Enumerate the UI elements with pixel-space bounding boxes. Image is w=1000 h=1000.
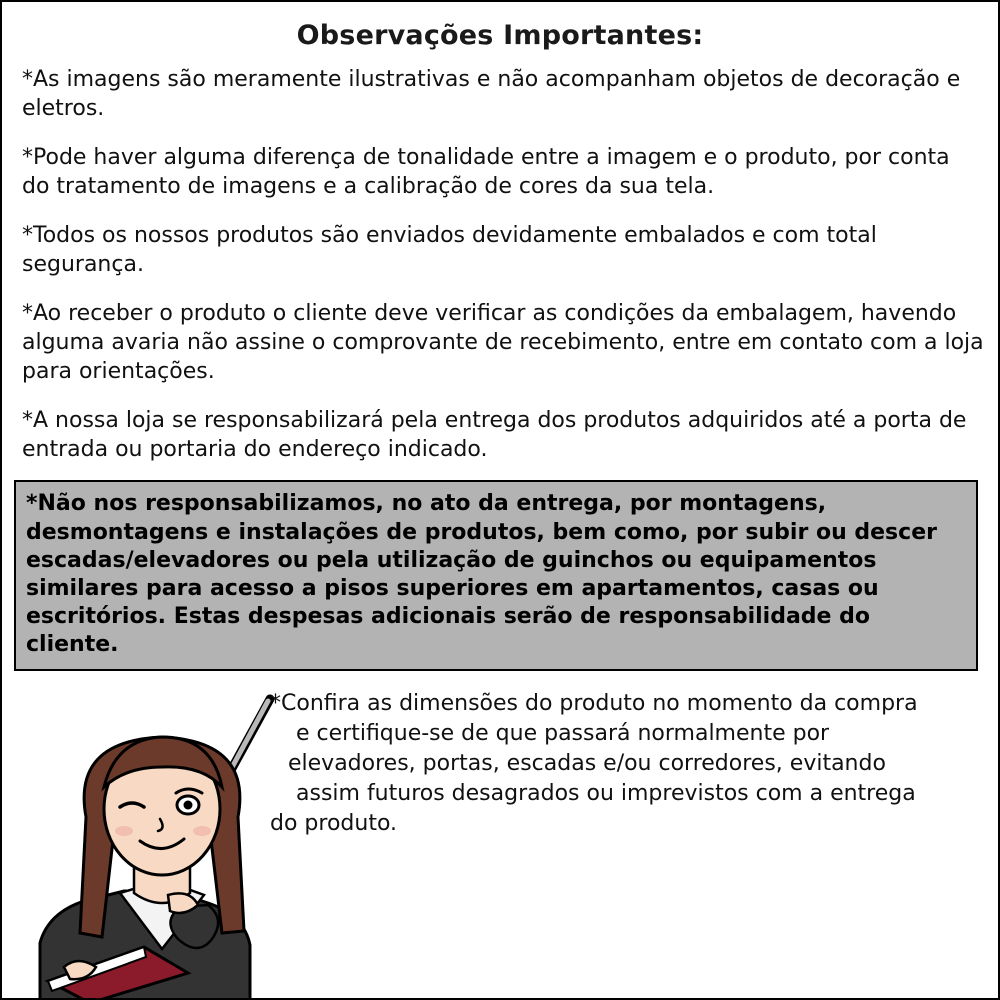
footer-note-line-3: elevadores, portas, escadas e/ou corredores, evitando [288, 751, 886, 777]
footer-note-line-5: do produto. [270, 810, 398, 836]
note-paragraph-5: *A nossa loja se responsabilizará pela entrega dos produtos adquiridos até a porta de entrada ou portaria do endereço indicado. [22, 408, 967, 463]
page-title: Observações Importantes: [296, 20, 704, 51]
footer-note-text [270, 689, 986, 839]
footer-note-line-1: *Confira as dimensões do produto no momento da compra [270, 691, 918, 717]
footer-note-line-2: e certifique-se de que passará normalmente por [296, 721, 830, 747]
woman-with-pointer-illustration [12, 681, 312, 1000]
note-paragraph-4: *Ao receber o produto o cliente deve verificar as condições da embalagem, havendo alguma avaria não assine o comprovante de recebimento, entre em contato com a loja para orientações. [22, 301, 984, 385]
liability-disclaimer-text: *Não nos responsabilizamos, no ato da entrega, por montagens, desmontagens e instalações de produtos, bem como, por subir ou descer escadas/elevadores ou pela utilização de guinchos ou equipamentos similares para acesso a pisos superiores em apartamentos, casas ou escritórios. Estas despesas adicionais serão de responsabilidade do cliente. [26, 491, 937, 658]
liability-disclaimer-box [14, 480, 978, 671]
footer-section [2, 681, 998, 1000]
note-paragraph-1: *As imagens são meramente ilustrativas e não acompanham objetos de decoração e eletros. [22, 67, 961, 122]
footer-note-line-4: assim futuros desagrados ou imprevistos com a entrega [296, 781, 916, 806]
note-paragraph-3: *Todos os nossos produtos são enviados devidamente embalados e com total segurança. [22, 223, 877, 278]
note-paragraph-2: *Pode haver alguma diferença de tonalidade entre a imagem e o produto, por conta do tratamento de imagens e a calibração de cores da sua tela. [22, 145, 950, 200]
